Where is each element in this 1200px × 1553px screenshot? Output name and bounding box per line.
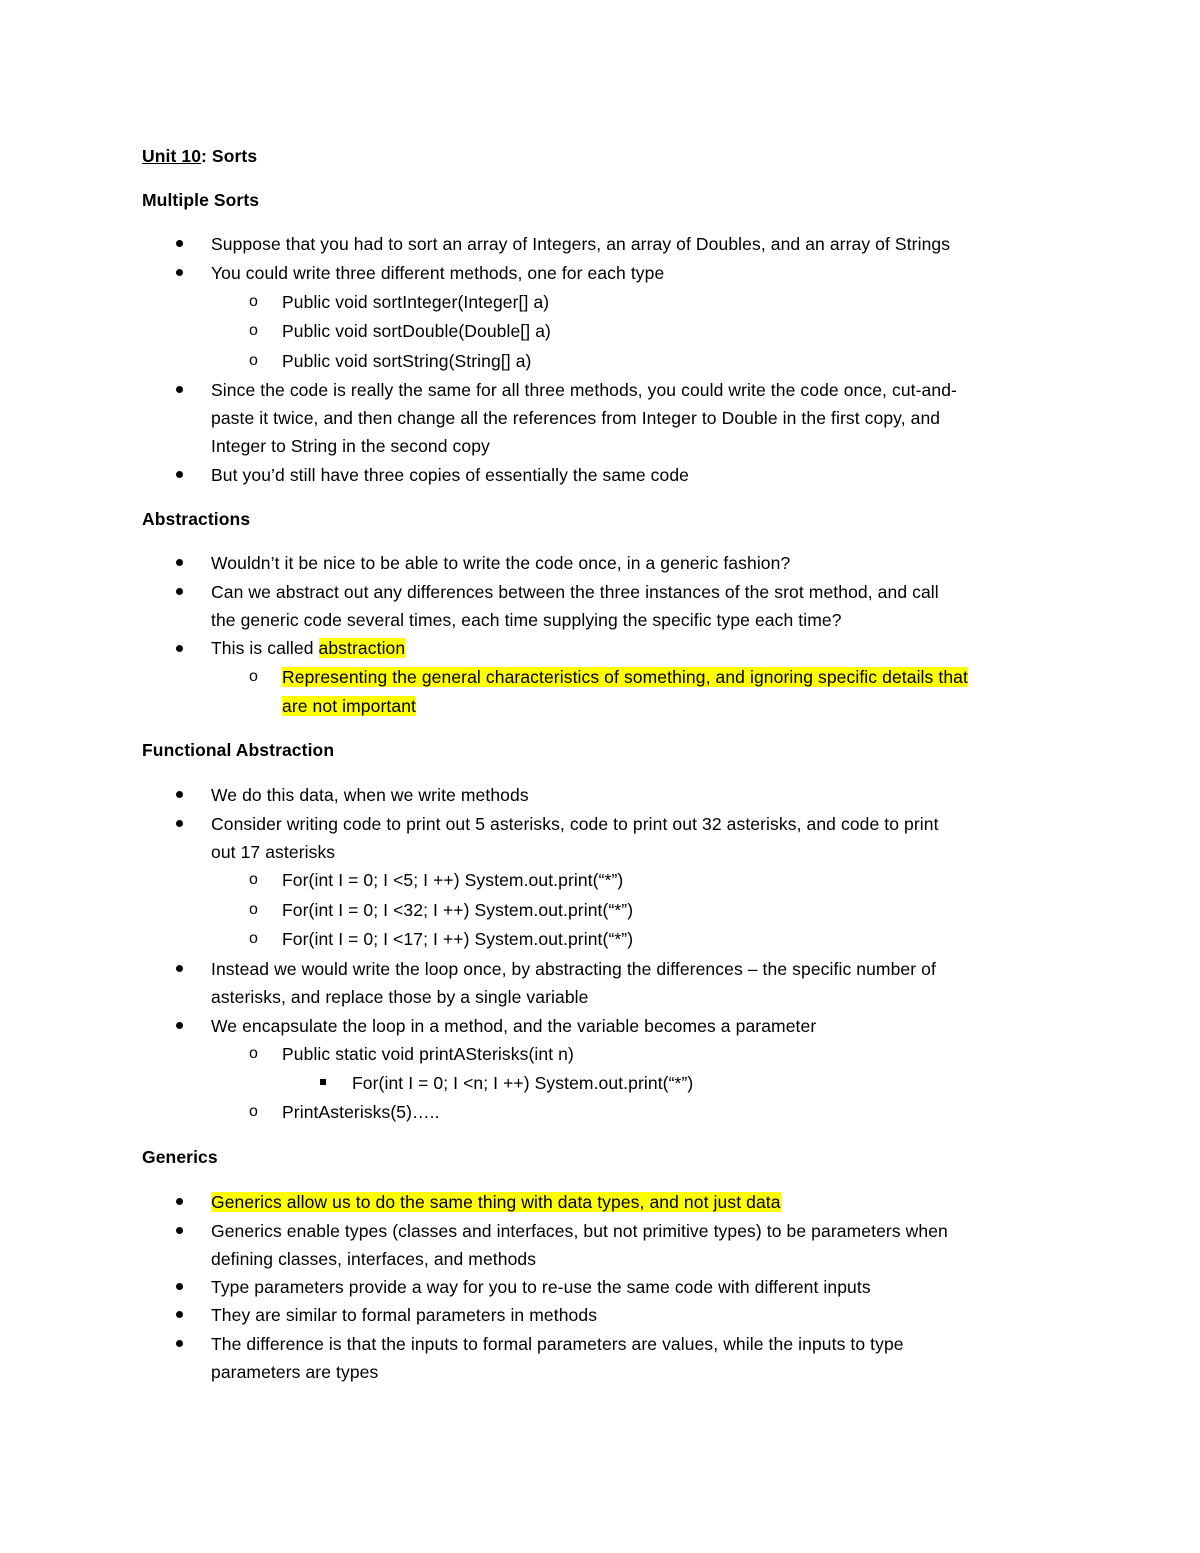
highlighted-definition: are not important <box>282 696 416 716</box>
square-bullet-marker <box>320 1079 326 1085</box>
sub-bullet-marker: o <box>249 930 258 947</box>
list-item: Consider writing code to print out 5 asterisks, code to print out 32 asterisks, and code to print <box>211 814 939 834</box>
list-item-continuation: out 17 asterisks <box>211 842 336 862</box>
list-item: We encapsulate the loop in a method, and the variable becomes a parameter <box>211 1016 817 1036</box>
sub-bullet-marker: o <box>249 1045 258 1062</box>
unit-label: Unit 10 <box>142 146 202 166</box>
list-item: We do this data, when we write methods <box>211 785 529 805</box>
list-item: Generics enable types (classes and interfaces, but not primitive types) to be parameters when <box>211 1221 948 1241</box>
sub-bullet-marker: o <box>249 1103 258 1120</box>
list-item: Can we abstract out any differences between the three instances of the srot method, and call <box>211 582 939 602</box>
highlighted-statement: Generics allow us to do the same thing with data types, and not just data <box>211 1192 781 1212</box>
list-item: For(int I = 0; I <32; I ++) System.out.print(“*”) <box>282 900 634 920</box>
list-item: Wouldn’t it be nice to be able to write the code once, in a generic fashion? <box>211 553 791 573</box>
title-rest: : Sorts <box>201 146 258 166</box>
sub-bullet-marker: o <box>249 668 258 685</box>
sub-bullet-marker: o <box>249 901 258 918</box>
list-item: For(int I = 0; I <n; I ++) System.out.print(“*”) <box>352 1073 694 1093</box>
sub-bullet-marker: o <box>249 871 258 888</box>
highlighted-definition: Representing the general characteristics of something, and ignoring specific details that <box>282 667 968 687</box>
bullet-marker <box>176 645 183 652</box>
list-item: The difference is that the inputs to formal parameters are values, while the inputs to type <box>211 1334 904 1354</box>
list-item: Instead we would write the loop once, by abstracting the differences – the specific number of <box>211 959 936 979</box>
list-item: Since the code is really the same for all three methods, you could write the code once, cut-and- <box>211 380 957 400</box>
list-item: Public void sortDouble(Double[] a) <box>282 321 551 341</box>
list-item: You could write three different methods, one for each type <box>211 263 665 283</box>
list-item-continuation: parameters are types <box>211 1362 379 1382</box>
list-item-text: This is called <box>211 638 319 658</box>
highlighted-term: abstraction <box>318 638 406 658</box>
bullet-marker <box>176 1227 183 1234</box>
list-item-continuation: asterisks, and replace those by a single variable <box>211 987 589 1007</box>
list-item: For(int I = 0; I <5; I ++) System.out.print(“*”) <box>282 870 624 890</box>
list-item: For(int I = 0; I <17; I ++) System.out.print(“*”) <box>282 929 634 949</box>
bullet-marker <box>176 240 183 247</box>
list-item <box>211 637 405 659</box>
bullet-marker <box>176 1340 183 1347</box>
list-item: Public void sortString(String[] a) <box>282 351 532 371</box>
bullet-marker <box>176 269 183 276</box>
list-item <box>282 666 968 688</box>
list-item-continuation: defining classes, interfaces, and methods <box>211 1249 537 1269</box>
bullet-marker <box>176 386 183 393</box>
list-item-continuation <box>282 695 416 717</box>
section-heading-multiple-sorts: Multiple Sorts <box>142 190 260 210</box>
list-item: They are similar to formal parameters in methods <box>211 1305 598 1325</box>
bullet-marker <box>176 965 183 972</box>
list-item: Type parameters provide a way for you to re-use the same code with different inputs <box>211 1277 871 1297</box>
bullet-marker <box>176 588 183 595</box>
bullet-marker <box>176 791 183 798</box>
section-heading-abstractions: Abstractions <box>142 509 251 529</box>
bullet-marker <box>176 559 183 566</box>
page-title <box>142 145 257 167</box>
list-item-continuation: paste it twice, and then change all the references from Integer to Double in the first copy, and <box>211 408 941 428</box>
list-item: Suppose that you had to sort an array of Integers, an array of Doubles, and an array of Strings <box>211 234 951 254</box>
section-heading-generics: Generics <box>142 1147 218 1167</box>
sub-bullet-marker: o <box>249 352 258 369</box>
bullet-marker <box>176 1283 183 1290</box>
list-item: But you’d still have three copies of essentially the same code <box>211 465 689 485</box>
sub-bullet-marker: o <box>249 293 258 310</box>
list-item: Public static void printASterisks(int n) <box>282 1044 574 1064</box>
bullet-marker <box>176 1198 183 1205</box>
bullet-marker <box>176 820 183 827</box>
list-item-continuation: Integer to String in the second copy <box>211 436 490 456</box>
list-item: PrintAsterisks(5)….. <box>282 1102 440 1122</box>
section-heading-functional-abstraction: Functional Abstraction <box>142 740 335 760</box>
list-item-continuation: the generic code several times, each time supplying the specific type each time? <box>211 610 842 630</box>
sub-bullet-marker: o <box>249 322 258 339</box>
list-item: Public void sortInteger(Integer[] a) <box>282 292 550 312</box>
bullet-marker <box>176 471 183 478</box>
list-item <box>211 1191 781 1213</box>
bullet-marker <box>176 1022 183 1029</box>
bullet-marker <box>176 1311 183 1318</box>
